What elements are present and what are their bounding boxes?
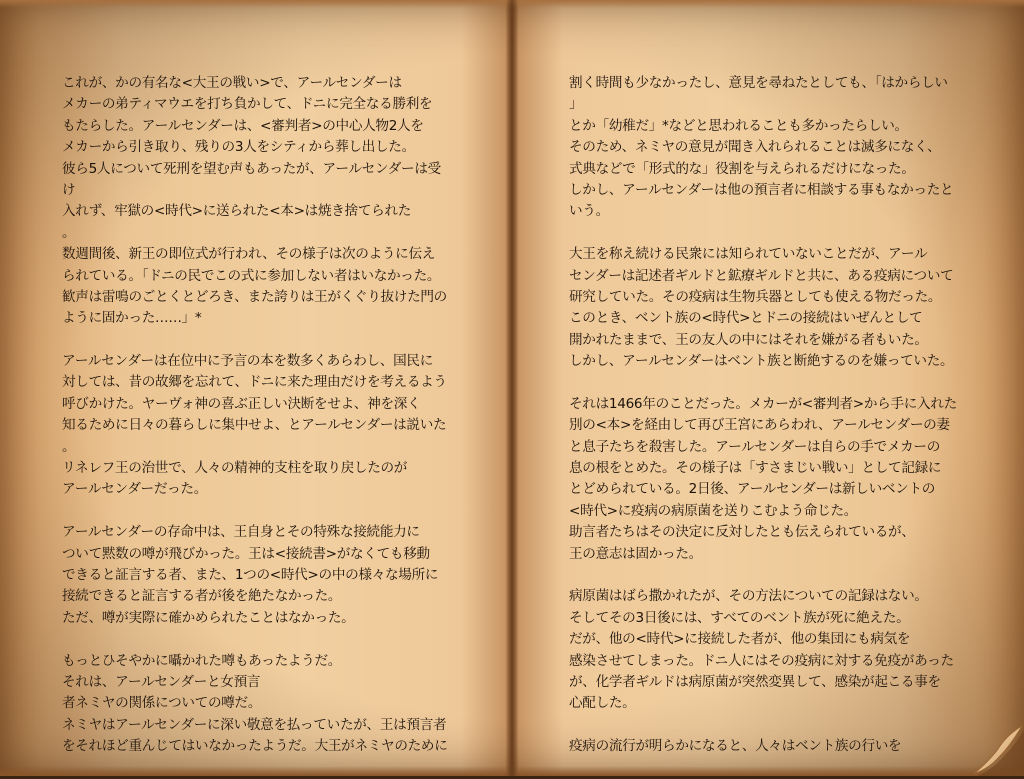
- text-line: 開かれたままで、王の友人の中にはそれを嫌がる者もいた。: [569, 331, 928, 348]
- text-line: 。: [62, 438, 76, 455]
- paragraph: [62, 651, 452, 758]
- text-line: いう。: [569, 203, 609, 220]
- text-line: ネミヤはアールセンダーに深い敬意を払っていたが、王は預言者: [62, 716, 447, 733]
- text-line: それは1466年のことだった。メカーが<審判者>から手に入れた: [569, 395, 957, 412]
- text-line: 王の意志は固かった。: [569, 545, 702, 562]
- text-line: 数週間後、新王の即位式が行われ、その様子は次のように伝え: [62, 246, 436, 263]
- text-line: 大王を称え続ける民衆には知られていないことだが、アール: [569, 246, 928, 263]
- text-line: そしてその3日後には、すべてのベント族が死に絶えた。: [569, 609, 910, 626]
- text-line: られている。「ドニの民でこの式に参加しない者はいなかった。: [62, 267, 441, 284]
- text-line: 心配した。: [569, 695, 636, 712]
- text-line: アールセンダーの存命中は、王自身とその特殊な接続能力に: [62, 524, 420, 541]
- paragraph: [62, 351, 452, 501]
- text-line: 」: [569, 96, 583, 113]
- text-line: もたらした。アールセンダーは、<審判者>の中心人物2人を: [62, 117, 424, 134]
- text-line: 彼ら5人について死刑を望む声もあったが、アールセンダーは受: [62, 160, 441, 177]
- text-line: 入れず、牢獄の<時代>に送られた<本>は焼き捨てられた: [62, 203, 412, 220]
- paragraph: [569, 394, 964, 565]
- text-line: 対しては、昔の故郷を忘れて、ドニに来た理由だけを考えるよう: [62, 374, 447, 391]
- paragraph: [569, 736, 964, 757]
- text-line: とか「幼稚だ」*などと思われることも多かったらしい。: [569, 117, 908, 134]
- text-line: 疫病の流行が明らかになると、人々はベント族の行いを: [569, 738, 902, 755]
- text-line: が、化学者ギルドは病原菌が突然変異して、感染が起こる事を: [569, 673, 941, 690]
- text-line: をそれほど重んじてはいなかったようだ。大王がネミヤのために: [62, 738, 448, 755]
- text-line: 呼びかけた。ヤーヴォ神の喜ぶ正しい決断をせよ、神を深く: [62, 395, 421, 412]
- text-line: アールセンダーだった。: [62, 481, 208, 498]
- text-line: 研究していた。その疫病は生物兵器としても使える物だった。: [569, 288, 942, 305]
- text-line: 式典などで「形式的な」役割を与えられるだけになった。: [569, 160, 915, 177]
- paragraph: [569, 73, 964, 223]
- text-line: 感染させてしまった。ドニ人にはその疫病に対する免疫があった: [569, 652, 954, 669]
- text-line: リネレフ王の治世で、人々の精神的支柱を取り戻したのが: [62, 460, 408, 477]
- text-line: け: [62, 181, 76, 198]
- text-line: アールセンダーは在位中に予言の本を数多くあらわし、国民に: [62, 353, 433, 370]
- page-curl-icon[interactable]: [964, 716, 1024, 776]
- text-line: ように固かった……」*: [62, 310, 202, 327]
- text-line: センダーは記述者ギルドと鉱療ギルドと共に、ある疫病について: [569, 267, 954, 284]
- text-line: <時代>に疫病の病原菌を送りこむよう命じた。: [569, 502, 858, 519]
- text-line: メカーから引き取り、残りの3人をシティから葬し出した。: [62, 139, 415, 156]
- paragraph: [569, 244, 964, 372]
- text-line: 者ネミヤの関係についての噂だ。: [62, 695, 262, 712]
- paragraph: [569, 586, 964, 714]
- text-line: できると証言する者、また、1つの<時代>の中の様々な場所に: [62, 566, 439, 583]
- text-line: それは、アールセンダーと女預言: [62, 673, 261, 690]
- paragraph: [62, 522, 452, 629]
- paragraph: [62, 73, 452, 330]
- text-line: 歓声は雷鳴のごとくとどろき、また誇りは王がくぐり抜けた門の: [62, 288, 447, 305]
- text-line: だが、他の<時代>に接続した者が、他の集団にも病気を: [569, 631, 911, 648]
- text-line: しかし、アールセンダーは他の預言者に相談する事もなかったと: [569, 181, 954, 198]
- text-line: 息の根をとめた。その様子は「すさまじい戦い」として記録に: [569, 460, 942, 477]
- book-spine: [506, 0, 518, 776]
- right-page: [569, 73, 964, 779]
- text-line: そのため、ネミヤの意見が聞き入れられることは滅多になく、: [569, 139, 941, 156]
- text-line: しかし、アールセンダーはベント族と断絶するのを嫌っていた。: [569, 353, 954, 370]
- text-line: これが、かの有名な<大王の戦い>で、アールセンダーは: [62, 75, 402, 91]
- text-line: もっとひそやかに囁かれた噂もあったようだ。: [62, 652, 342, 669]
- text-line: とどめられている。2日後、アールセンダーは新しいベントの: [569, 481, 936, 498]
- text-line: 助言者たちはその決定に反対したとも伝えられているが、: [569, 524, 915, 541]
- text-line: メカーの弟ティマウエを打ち負かして、ドニに完全なる勝利を: [62, 96, 433, 113]
- text-line: と息子たちを殺害した。アールセンダーは自らの手でメカーの: [569, 438, 940, 455]
- text-line: ついて黙数の噂が飛びかった。王は<接続書>がなくても移動: [62, 545, 430, 562]
- text-line: ただ、噂が実際に確かめられたことはなかった。: [62, 609, 355, 626]
- text-line: 知るために日々の暮らしに集中せよ、とアールセンダーは説いた: [62, 417, 447, 434]
- text-line: このとき、ベント族の<時代>とドニの接続はいぜんとして: [569, 310, 923, 327]
- text-line: 。: [62, 224, 76, 241]
- text-line: 病原菌はばら撒かれたが、その方法についての記録はない。: [569, 588, 928, 605]
- text-line: 接続できると証言する者が後を絶たなかった。: [62, 588, 342, 605]
- left-page: [62, 73, 452, 779]
- text-line: 割く時間も少なかったし、意見を尋ねたとしても、「はからしい: [569, 75, 948, 91]
- text-line: 別の<本>を経由して再び王宮にあらわれ、アールセンダーの妻: [569, 417, 950, 434]
